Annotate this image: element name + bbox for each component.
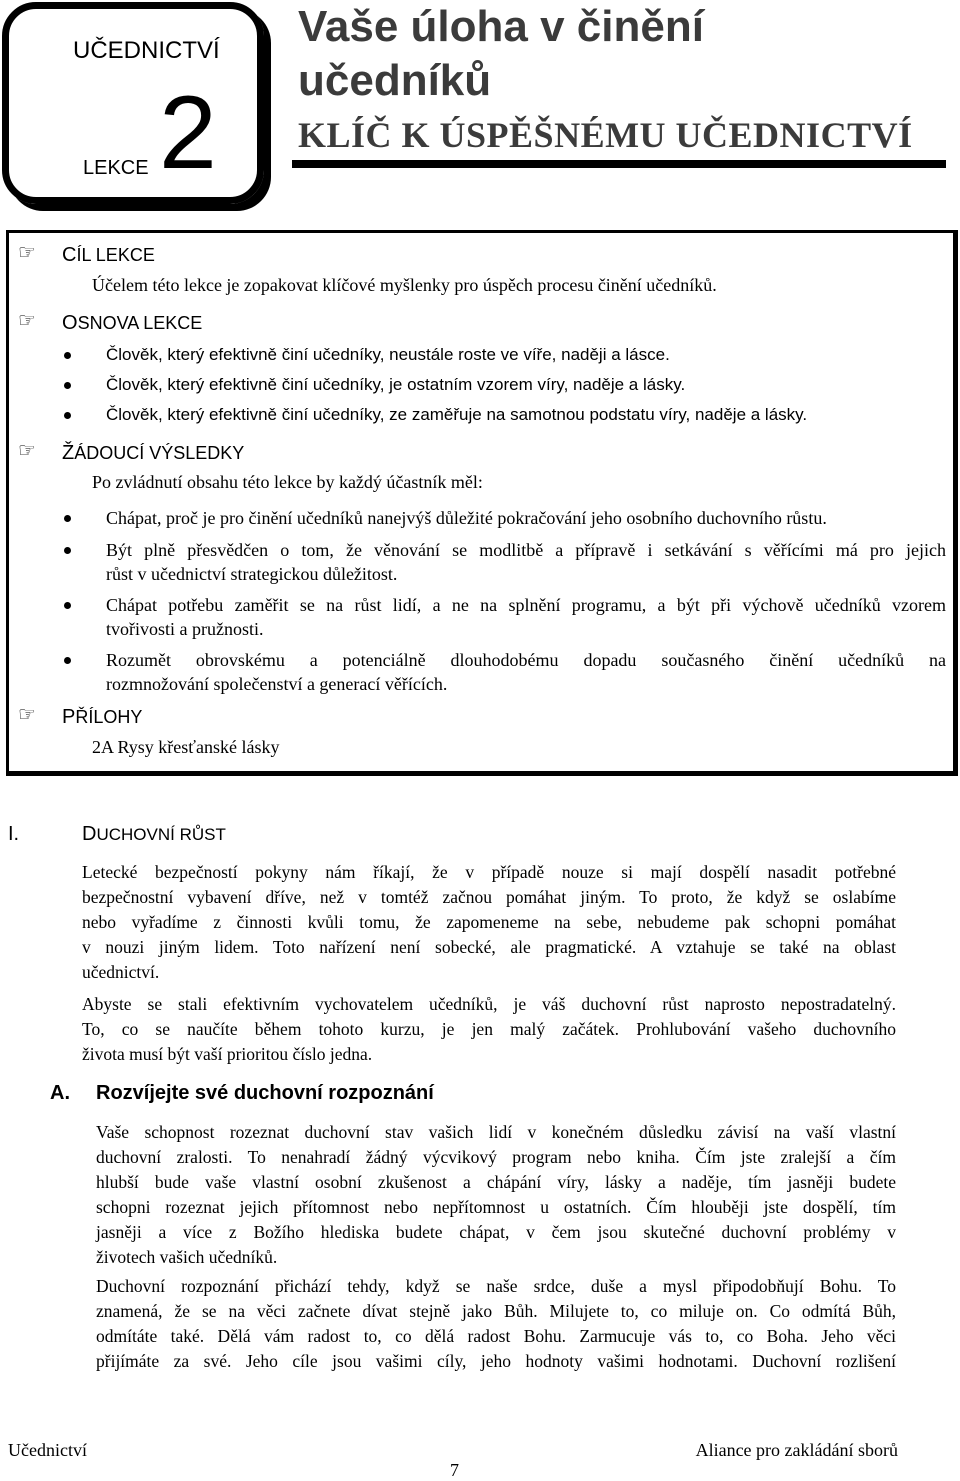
pointing-hand-icon: ☞ [18, 438, 36, 462]
footer-left: Učednictví [8, 1440, 87, 1460]
bullet-icon [64, 412, 71, 419]
page-number: 7 [450, 1460, 459, 1480]
page-subtitle: KLÍČ K ÚSPĚŠNÉMU UČEDNICTVÍ [298, 115, 913, 155]
outcome-item-continued: růst v učednictví strategickou důležitost. [106, 564, 398, 584]
badge-lesson-word: LEKCE [83, 157, 149, 179]
bullet-icon [64, 602, 71, 609]
footer-right: Aliance pro zakládání sborů [695, 1440, 898, 1460]
goal-text: Účelem této lekce je zopakovat klíčové myšlenky pro úspěch procesu činění učedníků. [92, 275, 717, 295]
outline-item: Člověk, který efektivně činí učedníky, neustále roste ve víře, naději a lásce. [106, 345, 670, 364]
section-heading: DUCHOVNÍ RŮST [82, 823, 226, 845]
outcome-item: Být plně přesvědčen o tom, že věnování se modlitbě a přípravě i setkávání s věřícími má pro jejich [106, 540, 946, 560]
section-number: I. [8, 823, 20, 845]
lesson-badge [2, 2, 264, 204]
bullet-icon [64, 515, 71, 522]
bullet-icon [64, 657, 71, 664]
outcomes-heading: ŽÁDOUCÍ VÝSLEDKY [62, 442, 245, 464]
appendix-heading: PŘÍLOHY [62, 706, 143, 728]
section-paragraph: Abyste se stali efektivním vychovatelem učedníků, je váš duchovní růst naprosto nepostradatelný. To, co se naučíte během tohoto kurzu, je jen malý začátek. Prohlubování vašeho duchovního života musí být vaší prioritou číslo jedna. [82, 994, 896, 1064]
goal-heading: CÍL LEKCE [62, 244, 155, 266]
pointing-hand-icon: ☞ [18, 308, 36, 332]
subsection-heading: Rozvíjejte své duchovní rozpoznání [96, 1082, 434, 1104]
subsection-paragraph: Vaše schopnost rozeznat duchovní stav vašich lidí v konečném důsledku závisí na vaší vlastní duchovní zralosti. To nenahradí žádný výcvikový program nebo kniha. Čím jste zralejší a čím hlubší bude vaše vlastní osobní zkušenost a chápání víry, lásky a naděje, tím jasněji budete schopni rozeznat jejich přítomnost nebo nepřítomnost u ostatních. Čím hlouběji jste dospělí, tím jasněji a více z Božího hlediska budete chápat, v čem jsou skutečné duchovní problémy v životech vašich učedníků. [96, 1122, 896, 1267]
pointing-hand-icon: ☞ [18, 240, 36, 264]
bullet-icon [64, 382, 71, 389]
subsection-letter: A. [50, 1082, 70, 1104]
pointing-hand-icon: ☞ [18, 702, 36, 726]
bullet-icon [64, 547, 71, 554]
bullet-icon [64, 352, 71, 359]
section-paragraph: Letecké bezpečností pokyny nám říkají, že v případě nouze si mají dospělí nasadit potřebné bezpečnostní vybavení dříve, než v tomtéž začnou pomáhat jiným. To proto, že když se oslabíme nebo vyřadíme z činnosti kvůli tomu, že zapomeneme na sebe, nebudeme pak schopni pomáhat v nouzi jiným lidem. Toto nařízení není sobecké, ale pragmatické. A vztahuje se také na oblast učednictví. [82, 862, 896, 982]
outcomes-intro: Po zvládnutí obsahu této lekce by každý účastník měl: [92, 472, 483, 492]
appendix-item: 2A Rysy křesťanské lásky [92, 737, 280, 757]
subsection-paragraph: Duchovní rozpoznání přichází tehdy, když se naše srdce, duše a mysl připodobňují Bohu. To znamená, že se na věci začnete dívat stejně jako Bůh. Milujete to, co miluje on. Co odmítá Bůh, odmítáte také. Dělá vám radost to, co dělá radost Bohu. Zarmucuje vás to, co Boha. Jeho věci přijímáte za své. Jeho cíle jsou vašimi cíly, jeho hodnoty vašimi hodnotami. Duchovní rozlišení [96, 1276, 896, 1371]
page-title [298, 0, 704, 108]
title-rule [292, 160, 946, 168]
outcome-item: Rozumět obrovskému a potenciálně dlouhodobému dopadu současného činění učedníků na [106, 650, 946, 670]
page-title-line-2: učedníků [298, 56, 492, 105]
outline-item: Člověk, který efektivně činí učedníky, ze zaměřuje na samotnou podstatu víry, naděje a lásky. [106, 405, 808, 424]
outcome-item: Chápat, proč je pro činění učedníků nanejvýš důležité pokračování jeho osobního duchovního růstu. [106, 508, 827, 528]
outline-heading: OSNOVA LEKCE [62, 312, 203, 334]
outcome-item-continued: tvořivosti a pružnosti. [106, 619, 264, 639]
outline-item: Člověk, který efektivně činí učedníky, je ostatním vzorem víry, naděje a lásky. [106, 375, 686, 394]
outcome-item-continued: rozmnožování společenství a generací věřících. [106, 674, 448, 694]
outcome-item: Chápat potřebu zaměřit se na růst lidí, a ne na splnění programu, a být při výchově učedníků vzorem [106, 595, 946, 615]
badge-series: UČEDNICTVÍ [73, 37, 220, 64]
page-title-line-1: Vaše úloha v činění [298, 2, 704, 51]
badge-lesson-number: 2 [159, 75, 213, 191]
